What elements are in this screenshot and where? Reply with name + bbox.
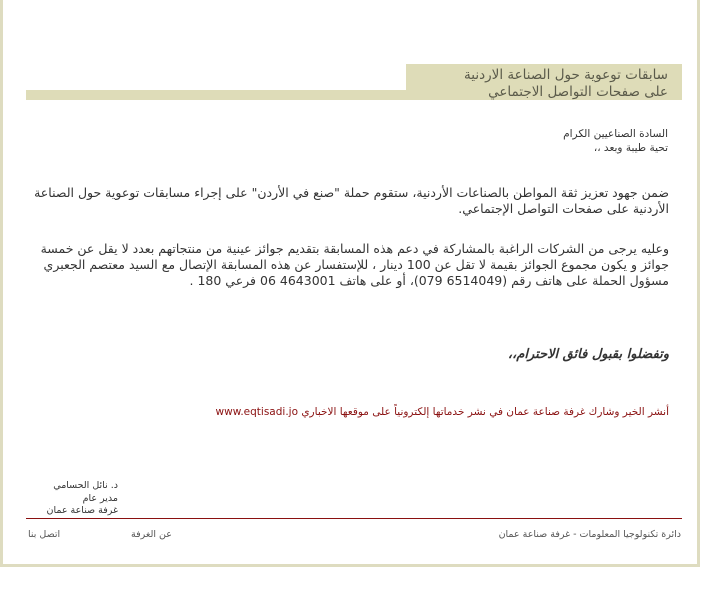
signature-org: غرفة صناعة عمان: [46, 505, 118, 516]
title-banner: [26, 64, 682, 100]
body-paragraph-1: ضمن جهود تعزيز ثقة المواطن بالصناعات الأردنية، ستقوم حملة "صنع في الأردن" على إجراء مسابقات توعوية حول الصناعة الأردنية على صفحات التواصل الإجتماعي.: [34, 185, 669, 216]
greeting-line-2: تحية طيبة وبعد ،،: [593, 142, 668, 154]
greeting-line-1: السادة الصناعيين الكرام: [563, 128, 668, 140]
signature-name: د. نائل الحسامي: [53, 480, 118, 491]
website-link[interactable]: www.eqtisadi.jo: [215, 406, 298, 418]
title-tab: [406, 64, 682, 100]
signature-block: [26, 480, 118, 518]
body-paragraph-2: وعليه يرجى من الشركات الراغبة بالمشاركة في دعم هذه المسابقة بتقديم جوائز عينية من منتجاتهم بعدد لا يقل عن خمسة جوائز و يكون مجموع الجوائز بقيمة لا تقل عن 100 دينار ، للإستفسار عن هذه المسابقة الإتصال مع السيد معتصم الجعبري مسؤول الحملة على هاتف رقم (6514049 079)، أو على هاتف 4643001 06 فرعي 180 .: [40, 241, 669, 288]
page-title: [464, 67, 668, 101]
closing-salutation: وتفضلوا بقبول فائق الاحترام،،: [507, 347, 669, 362]
footer-divider: [26, 518, 682, 519]
footer-about-link[interactable]: عن الغرفة: [131, 529, 172, 540]
signature-title: مدير عام: [82, 492, 118, 504]
title-line-1: سابقات توعوية حول الصناعة الاردنية: [464, 67, 668, 83]
footer-contact-link[interactable]: اتصل بنا: [28, 529, 61, 540]
promo-text: أنشر الخير وشارك غرفة صناعة عمان في نشر خدماتها إلكترونياً على موقعها الاخباري: [301, 406, 669, 418]
footer-department: دائرة تكنولوجيا المعلومات - غرفة صناعة عمان: [498, 529, 681, 540]
promo-line: [216, 406, 669, 418]
greeting: [563, 127, 668, 155]
title-line-2: على صفحات التواصل الاجتماعي: [488, 84, 668, 100]
